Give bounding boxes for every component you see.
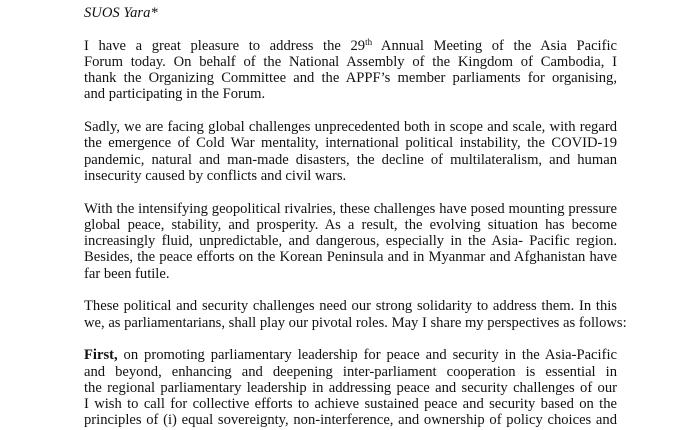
text-line: Besides, the peace efforts on the Korean Peninsula and in Myanmar and Afghanistan have	[84, 249, 617, 266]
text-line: far been futile.	[84, 265, 170, 282]
paragraph-3	[84, 201, 617, 282]
paragraph-2	[84, 119, 617, 184]
text-line: and beyond, enhancing and deepening inter-parliament cooperation is essential in	[84, 363, 617, 380]
text-line: the emergence of Cold War mentality, international political instability, the COVID-19	[84, 135, 617, 152]
text-line: I have a great pleasure to address the 29th Annual Meeting of the Asia Pacific	[84, 37, 617, 54]
text-line: we, as parliamentarians, shall play our pivotal roles. May I share my perspectives as follows:	[84, 314, 627, 331]
text-line: With the intensifying geopolitical rivalries, these challenges have posed mounting pressure	[84, 200, 617, 217]
author-name: SUOS Yara*	[84, 5, 158, 21]
text-line: and participating in the Forum.	[84, 86, 266, 103]
text-line: First, on promoting parliamentary leadership for peace and security in the Asia-Pacific	[84, 347, 617, 364]
text-line: Forum today. On behalf of the National Assembly of the Kingdom of Cambodia, I	[84, 53, 617, 70]
text-line: Sadly, we are facing global challenges unprecedented both in scope and scale, with regard	[84, 119, 617, 136]
text-line: insecurity caused by conflicts and civil wars.	[84, 167, 347, 184]
lead-word: First,	[84, 347, 118, 364]
document-page	[84, 5, 627, 429]
text-line: pandemic, natural and man-made disasters, the decline of multilateralism, and human	[84, 151, 617, 168]
text-line: I wish to call for collective efforts to achieve sustained peace and security based on the	[84, 396, 617, 413]
text-line: These political and security challenges need our strong solidarity to address them. In this	[84, 298, 617, 315]
paragraph-1	[84, 38, 617, 103]
text-line: principles of (i) equal sovereignty, non-interference, and ownership of policy choices and	[84, 412, 617, 429]
text-line: the regional parliamentary leadership in addressing peace and security challenges of our	[84, 379, 617, 396]
text-line: global peace, stability, and prosperity. As a result, the evolving situation has become	[84, 216, 617, 233]
text-line: increasingly fluid, unpredictable, and dangerous, especially in the Asia- Pacific region.	[84, 233, 617, 250]
paragraph-4	[84, 298, 627, 331]
paragraph-5	[84, 347, 617, 428]
text-line: thank the Organizing Committee and the APPF’s member parliaments for organising,	[84, 70, 617, 87]
